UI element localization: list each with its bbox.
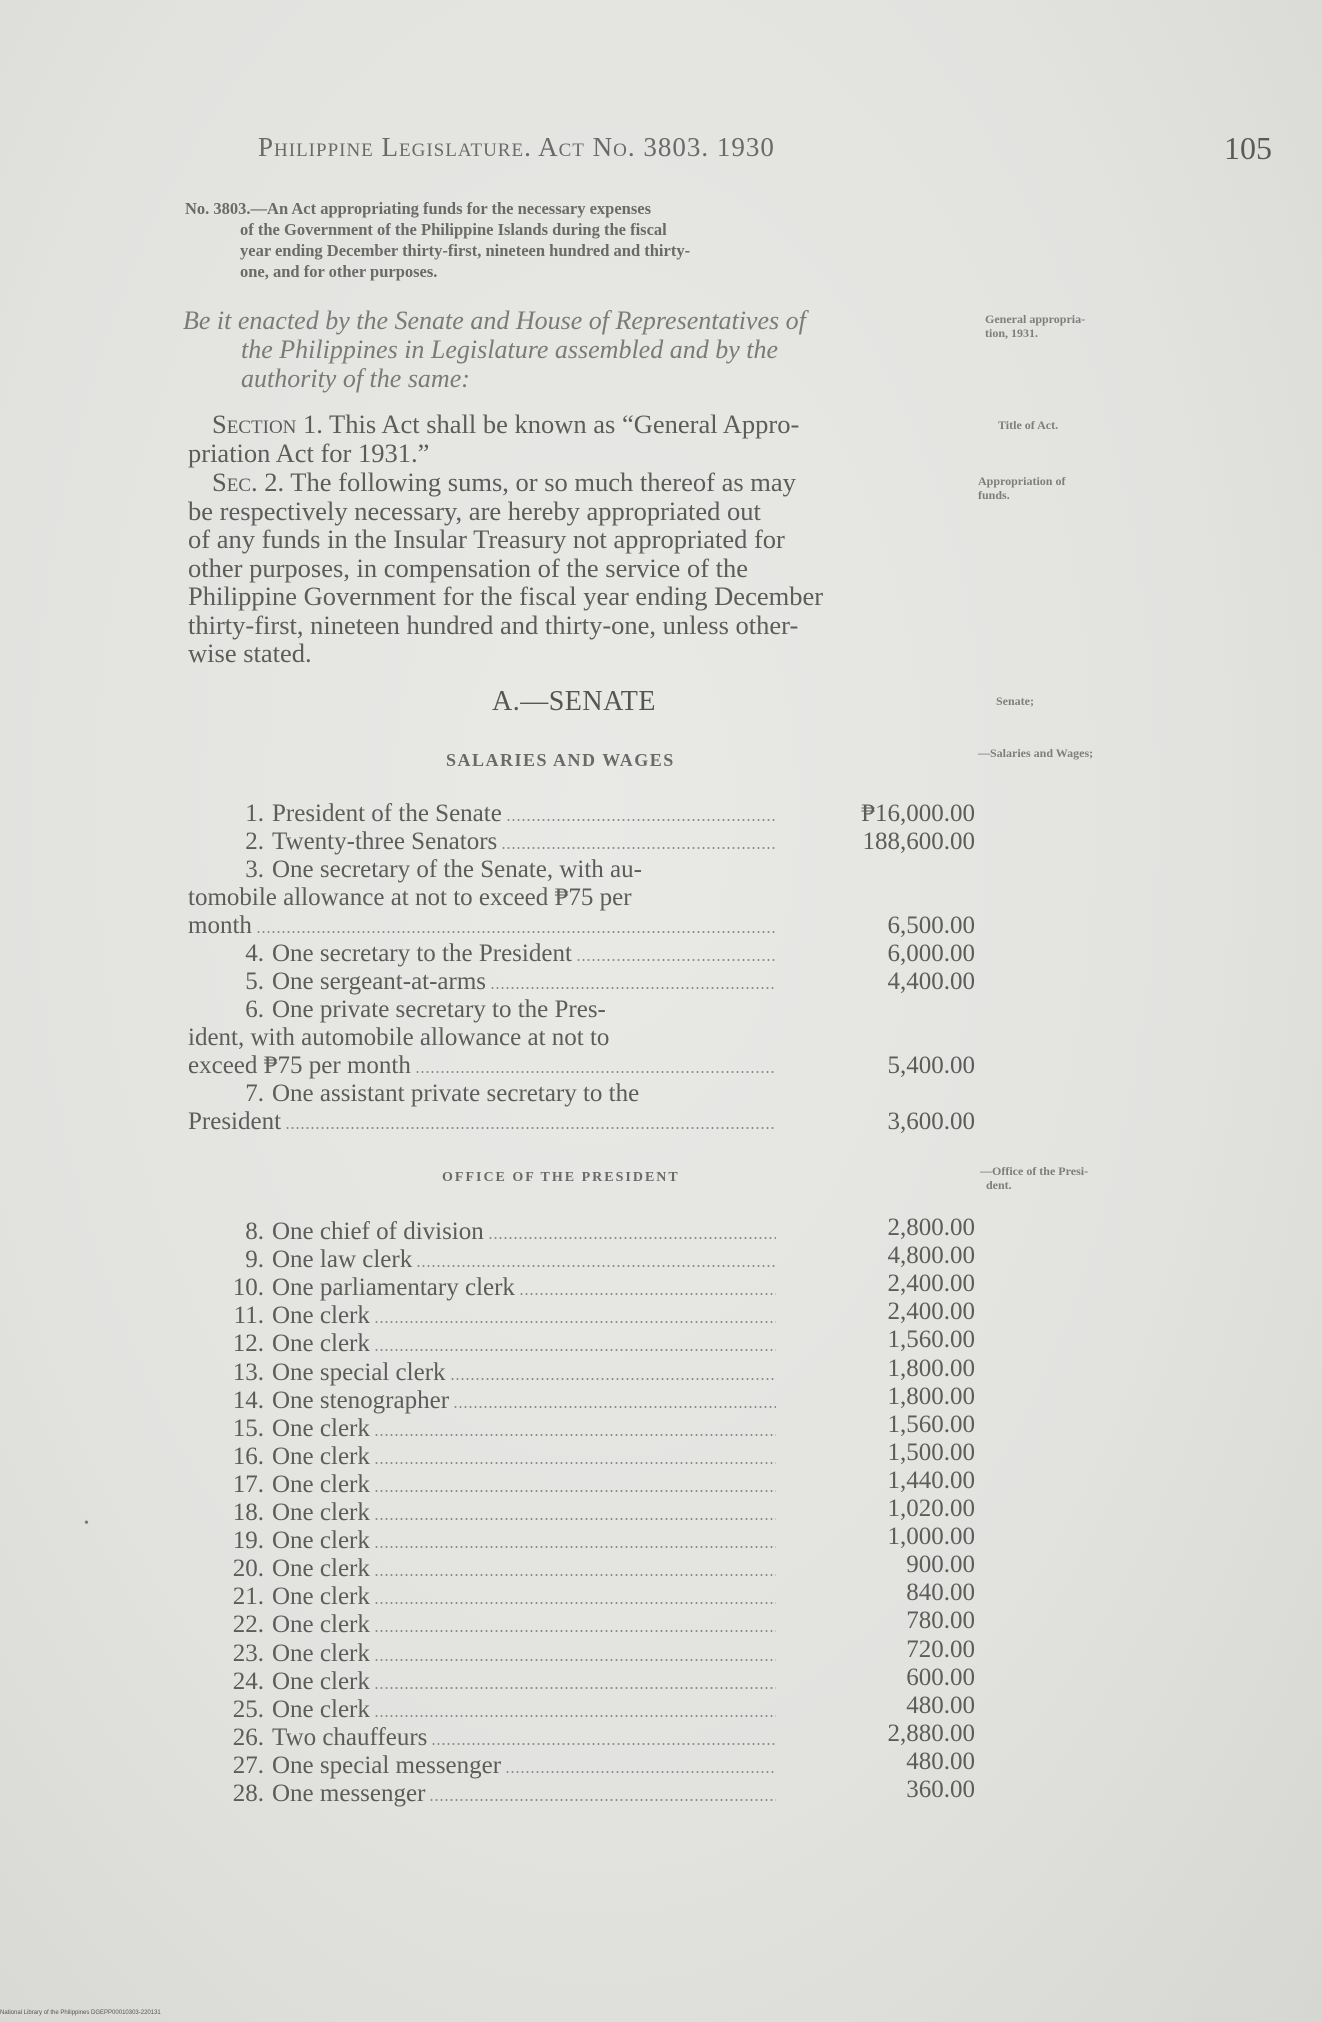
item-amount: 1,500.00 bbox=[887, 1438, 975, 1466]
item-amount: 6,000.00 bbox=[887, 940, 975, 967]
dot-leader bbox=[374, 1320, 776, 1324]
item-label: One clerk bbox=[272, 1667, 370, 1695]
item-amount: 600.00 bbox=[906, 1663, 975, 1691]
item-number: 19. bbox=[232, 1527, 264, 1555]
item-number: 18. bbox=[232, 1499, 264, 1526]
item-number: 27. bbox=[232, 1751, 264, 1779]
dot-leader bbox=[490, 986, 776, 990]
item-number: 4. bbox=[245, 940, 264, 967]
office-item bbox=[188, 1611, 780, 1639]
item-number: 5. bbox=[245, 968, 264, 995]
item-label: One parliamentary clerk bbox=[272, 1274, 515, 1302]
office-heading: OFFICE OF THE PRESIDENT bbox=[442, 1170, 680, 1185]
item-number: 1. bbox=[245, 800, 264, 827]
item-label: One clerk bbox=[272, 1442, 370, 1470]
dot-leader bbox=[374, 1658, 776, 1662]
margin-note-line: tion, 1931. bbox=[985, 326, 1039, 340]
item-amount: 188,600.00 bbox=[862, 828, 975, 855]
margin-note-general bbox=[985, 312, 1085, 340]
summary-line: year ending December thirty-first, nineteen hundred and thirty- bbox=[240, 241, 691, 260]
item-amount: 900.00 bbox=[906, 1551, 975, 1579]
section-1 bbox=[188, 410, 978, 467]
item-number: 10. bbox=[232, 1274, 264, 1302]
item-number: 25. bbox=[232, 1695, 264, 1723]
item-label: month bbox=[188, 912, 252, 939]
section-label: Section 1. bbox=[212, 409, 323, 439]
item-amount: 6,500.00 bbox=[887, 912, 975, 939]
item-amount: 1,000.00 bbox=[887, 1523, 975, 1551]
item-label: One messenger bbox=[272, 1780, 426, 1807]
summary-line: of the Government of the Philippine Islands during the fiscal bbox=[240, 220, 667, 239]
item-amount: 360.00 bbox=[906, 1776, 975, 1803]
dot-leader bbox=[429, 1798, 776, 1802]
item-amount: 1,020.00 bbox=[887, 1495, 975, 1522]
item-label: One secretary to the President bbox=[272, 940, 572, 967]
item-amount: 480.00 bbox=[906, 1691, 975, 1719]
section-label: Sec. 2. bbox=[212, 467, 285, 497]
item-amount: 2,800.00 bbox=[887, 1214, 975, 1241]
item-number: 8. bbox=[245, 1218, 264, 1245]
item-amount: 840.00 bbox=[906, 1579, 975, 1607]
item-amount: 2,400.00 bbox=[887, 1270, 975, 1298]
footer-credit: National Library of the Philippines DGEPP00010303-220131 bbox=[0, 2010, 161, 2016]
section-text: of any funds in the Insular Treasury not appropriated for bbox=[188, 524, 785, 554]
section-text: priation Act for 1931.” bbox=[188, 437, 430, 468]
office-item bbox=[188, 1274, 780, 1302]
stray-mark: • bbox=[84, 1516, 89, 1531]
section-text: be respectively necessary, are hereby appropriated out bbox=[188, 495, 761, 526]
item-label: One clerk bbox=[272, 1639, 370, 1667]
salary-item bbox=[188, 828, 780, 856]
item-amount: 1,440.00 bbox=[887, 1466, 975, 1494]
salary-item bbox=[188, 800, 780, 828]
item-number: 17. bbox=[232, 1470, 264, 1498]
dot-leader bbox=[374, 1601, 776, 1605]
item-number: 9. bbox=[245, 1246, 264, 1274]
item-amount: 720.00 bbox=[906, 1635, 975, 1663]
office-item bbox=[188, 1668, 780, 1696]
salary-item bbox=[188, 968, 780, 996]
item-label: One clerk bbox=[272, 1583, 370, 1611]
running-head: Philippine Legislature. Act No. 3803. 1930 bbox=[258, 132, 775, 162]
item-number: 13. bbox=[232, 1358, 264, 1386]
enacting-line: authority of the same: bbox=[241, 364, 470, 393]
item-number: 28. bbox=[232, 1780, 264, 1807]
office-item bbox=[188, 1752, 780, 1780]
item-label: One clerk bbox=[272, 1695, 370, 1723]
margin-note-title: Title of Act. bbox=[998, 418, 1059, 432]
act-title-summary bbox=[185, 198, 965, 282]
section-text: thirty-first, nineteen hundred and thirty-one, unless other- bbox=[188, 609, 799, 640]
item-label: tomobile allowance at not to exceed ₱75 per bbox=[188, 884, 632, 911]
item-number: 26. bbox=[232, 1723, 264, 1751]
margin-note-office bbox=[980, 1164, 1088, 1192]
enacting-line: Be it enacted by the Senate and House of Representatives of bbox=[183, 306, 806, 335]
office-item bbox=[188, 1780, 780, 1808]
item-label: One clerk bbox=[272, 1611, 370, 1639]
dot-leader bbox=[453, 1405, 776, 1409]
senate-heading: A.—SENATE bbox=[492, 686, 656, 717]
summary-line: No. 3803.—An Act appropriating funds for the necessary expenses bbox=[185, 199, 651, 218]
item-label: Two chauffeurs bbox=[272, 1723, 428, 1751]
item-label: One clerk bbox=[272, 1527, 370, 1555]
section-2 bbox=[188, 468, 978, 668]
item-amount: 5,400.00 bbox=[887, 1052, 975, 1079]
item-amount: 480.00 bbox=[906, 1747, 975, 1775]
item-number: 11. bbox=[233, 1302, 264, 1330]
dot-leader bbox=[431, 1742, 776, 1746]
item-label: One clerk bbox=[272, 1414, 370, 1442]
item-number: 12. bbox=[232, 1330, 264, 1358]
summary-line: one, and for other purposes. bbox=[240, 262, 438, 281]
office-item bbox=[188, 1302, 780, 1330]
item-label: One clerk bbox=[272, 1499, 370, 1526]
item-label: President of the Senate bbox=[272, 800, 502, 827]
enacting-clause bbox=[183, 306, 973, 393]
item-amount: 4,400.00 bbox=[887, 968, 975, 995]
item-amount: 780.00 bbox=[906, 1607, 975, 1635]
dot-leader bbox=[256, 930, 776, 934]
salary-item bbox=[188, 856, 780, 940]
item-label: One clerk bbox=[272, 1330, 370, 1358]
dot-leader bbox=[374, 1348, 776, 1352]
item-number: 24. bbox=[232, 1667, 264, 1695]
item-number: 20. bbox=[232, 1555, 264, 1583]
dot-leader bbox=[519, 1292, 776, 1296]
item-label: One clerk bbox=[272, 1302, 370, 1330]
item-label: One stenographer bbox=[272, 1386, 450, 1414]
item-number: 14. bbox=[232, 1386, 264, 1414]
dot-leader bbox=[374, 1517, 776, 1521]
item-number: 23. bbox=[232, 1639, 264, 1667]
office-item bbox=[188, 1415, 780, 1443]
item-amount: 1,800.00 bbox=[887, 1382, 975, 1410]
margin-note-line: General appropria- bbox=[985, 312, 1086, 326]
dot-leader bbox=[576, 958, 776, 962]
office-item bbox=[188, 1471, 780, 1499]
item-amount: 2,880.00 bbox=[887, 1719, 975, 1747]
item-number: 22. bbox=[232, 1611, 264, 1639]
margin-note-line: funds. bbox=[978, 488, 1010, 502]
margin-note-senate: Senate; bbox=[996, 694, 1034, 708]
section-text: Philippine Government for the fiscal year ending December bbox=[188, 581, 824, 611]
margin-note-line: Appropriation of bbox=[978, 474, 1066, 488]
margin-note-appropriation bbox=[978, 474, 1170, 502]
office-item bbox=[188, 1724, 780, 1752]
dot-leader bbox=[374, 1433, 776, 1437]
dot-leader bbox=[374, 1686, 776, 1690]
salary-item bbox=[188, 1080, 780, 1136]
item-amount: 3,600.00 bbox=[887, 1108, 975, 1135]
dot-leader bbox=[488, 1236, 776, 1240]
item-label: One clerk bbox=[272, 1555, 370, 1583]
dot-leader bbox=[501, 846, 776, 850]
item-amount: 1,560.00 bbox=[887, 1410, 975, 1438]
salary-item bbox=[188, 940, 780, 968]
office-item bbox=[188, 1499, 780, 1527]
item-number: 15. bbox=[232, 1414, 264, 1442]
salary-item bbox=[188, 996, 780, 1080]
item-label: One sergeant-at-arms bbox=[272, 968, 487, 995]
item-number: 7. bbox=[245, 1080, 264, 1107]
office-item bbox=[188, 1555, 780, 1583]
item-label: One clerk bbox=[272, 1470, 370, 1498]
item-label: One chief of division bbox=[272, 1218, 484, 1245]
item-amount: 2,400.00 bbox=[887, 1298, 975, 1326]
item-number: 21. bbox=[232, 1583, 264, 1611]
section-text: The following sums, or so much thereof as may bbox=[284, 467, 796, 497]
dot-leader bbox=[506, 818, 776, 822]
dot-leader bbox=[374, 1629, 776, 1633]
item-amount: ₱16,000.00 bbox=[861, 800, 975, 827]
section-text: other purposes, in compensation of the service of the bbox=[188, 552, 749, 583]
item-label: One assistant private secretary to the bbox=[272, 1080, 640, 1107]
item-label: ident, with automobile allowance at not to bbox=[188, 1024, 610, 1051]
office-item bbox=[188, 1527, 780, 1555]
margin-note-salaries: —Salaries and Wages; bbox=[978, 746, 1094, 760]
margin-note-line: dent. bbox=[986, 1178, 1012, 1192]
dot-leader bbox=[285, 1126, 776, 1130]
dot-leader bbox=[505, 1770, 776, 1774]
office-item bbox=[188, 1246, 780, 1274]
item-label: Twenty-three Senators bbox=[272, 828, 498, 855]
dot-leader bbox=[374, 1461, 776, 1465]
item-label: One law clerk bbox=[272, 1246, 413, 1274]
item-label: One special clerk bbox=[272, 1358, 446, 1386]
dot-leader bbox=[374, 1573, 776, 1577]
dot-leader bbox=[416, 1264, 776, 1268]
office-item bbox=[188, 1387, 780, 1415]
office-item bbox=[188, 1443, 780, 1471]
dot-leader bbox=[374, 1714, 776, 1718]
item-label: One secretary of the Senate, with au- bbox=[272, 856, 642, 883]
dot-leader bbox=[450, 1377, 776, 1381]
office-item bbox=[188, 1218, 780, 1246]
section-text: This Act shall be known as “General Appro- bbox=[322, 409, 800, 439]
office-item bbox=[188, 1640, 780, 1668]
page-number: 105 bbox=[1224, 130, 1272, 166]
enacting-line: the Philippines in Legislature assembled and by the bbox=[241, 335, 779, 364]
margin-note-line: —Office of the Presi- bbox=[980, 1164, 1089, 1178]
dot-leader bbox=[374, 1489, 776, 1493]
office-item bbox=[188, 1696, 780, 1724]
item-number: 16. bbox=[232, 1442, 264, 1470]
section-text: wise stated. bbox=[188, 638, 312, 668]
salaries-heading: SALARIES AND WAGES bbox=[446, 750, 675, 770]
item-label: President bbox=[188, 1108, 282, 1135]
item-amount: 1,560.00 bbox=[887, 1326, 975, 1354]
item-amount: 1,800.00 bbox=[887, 1354, 975, 1382]
item-label: One private secretary to the Pres- bbox=[272, 996, 606, 1023]
dot-leader bbox=[374, 1545, 776, 1549]
dot-leader bbox=[415, 1070, 776, 1074]
item-number: 2. bbox=[245, 828, 264, 855]
item-amount: 4,800.00 bbox=[887, 1242, 975, 1270]
office-item bbox=[188, 1330, 780, 1358]
item-label: exceed ₱75 per month bbox=[188, 1052, 411, 1079]
item-number: 6. bbox=[245, 996, 264, 1023]
office-item bbox=[188, 1583, 780, 1611]
office-item bbox=[188, 1359, 780, 1387]
item-label: One special messenger bbox=[272, 1751, 502, 1779]
item-number: 3. bbox=[245, 856, 264, 883]
